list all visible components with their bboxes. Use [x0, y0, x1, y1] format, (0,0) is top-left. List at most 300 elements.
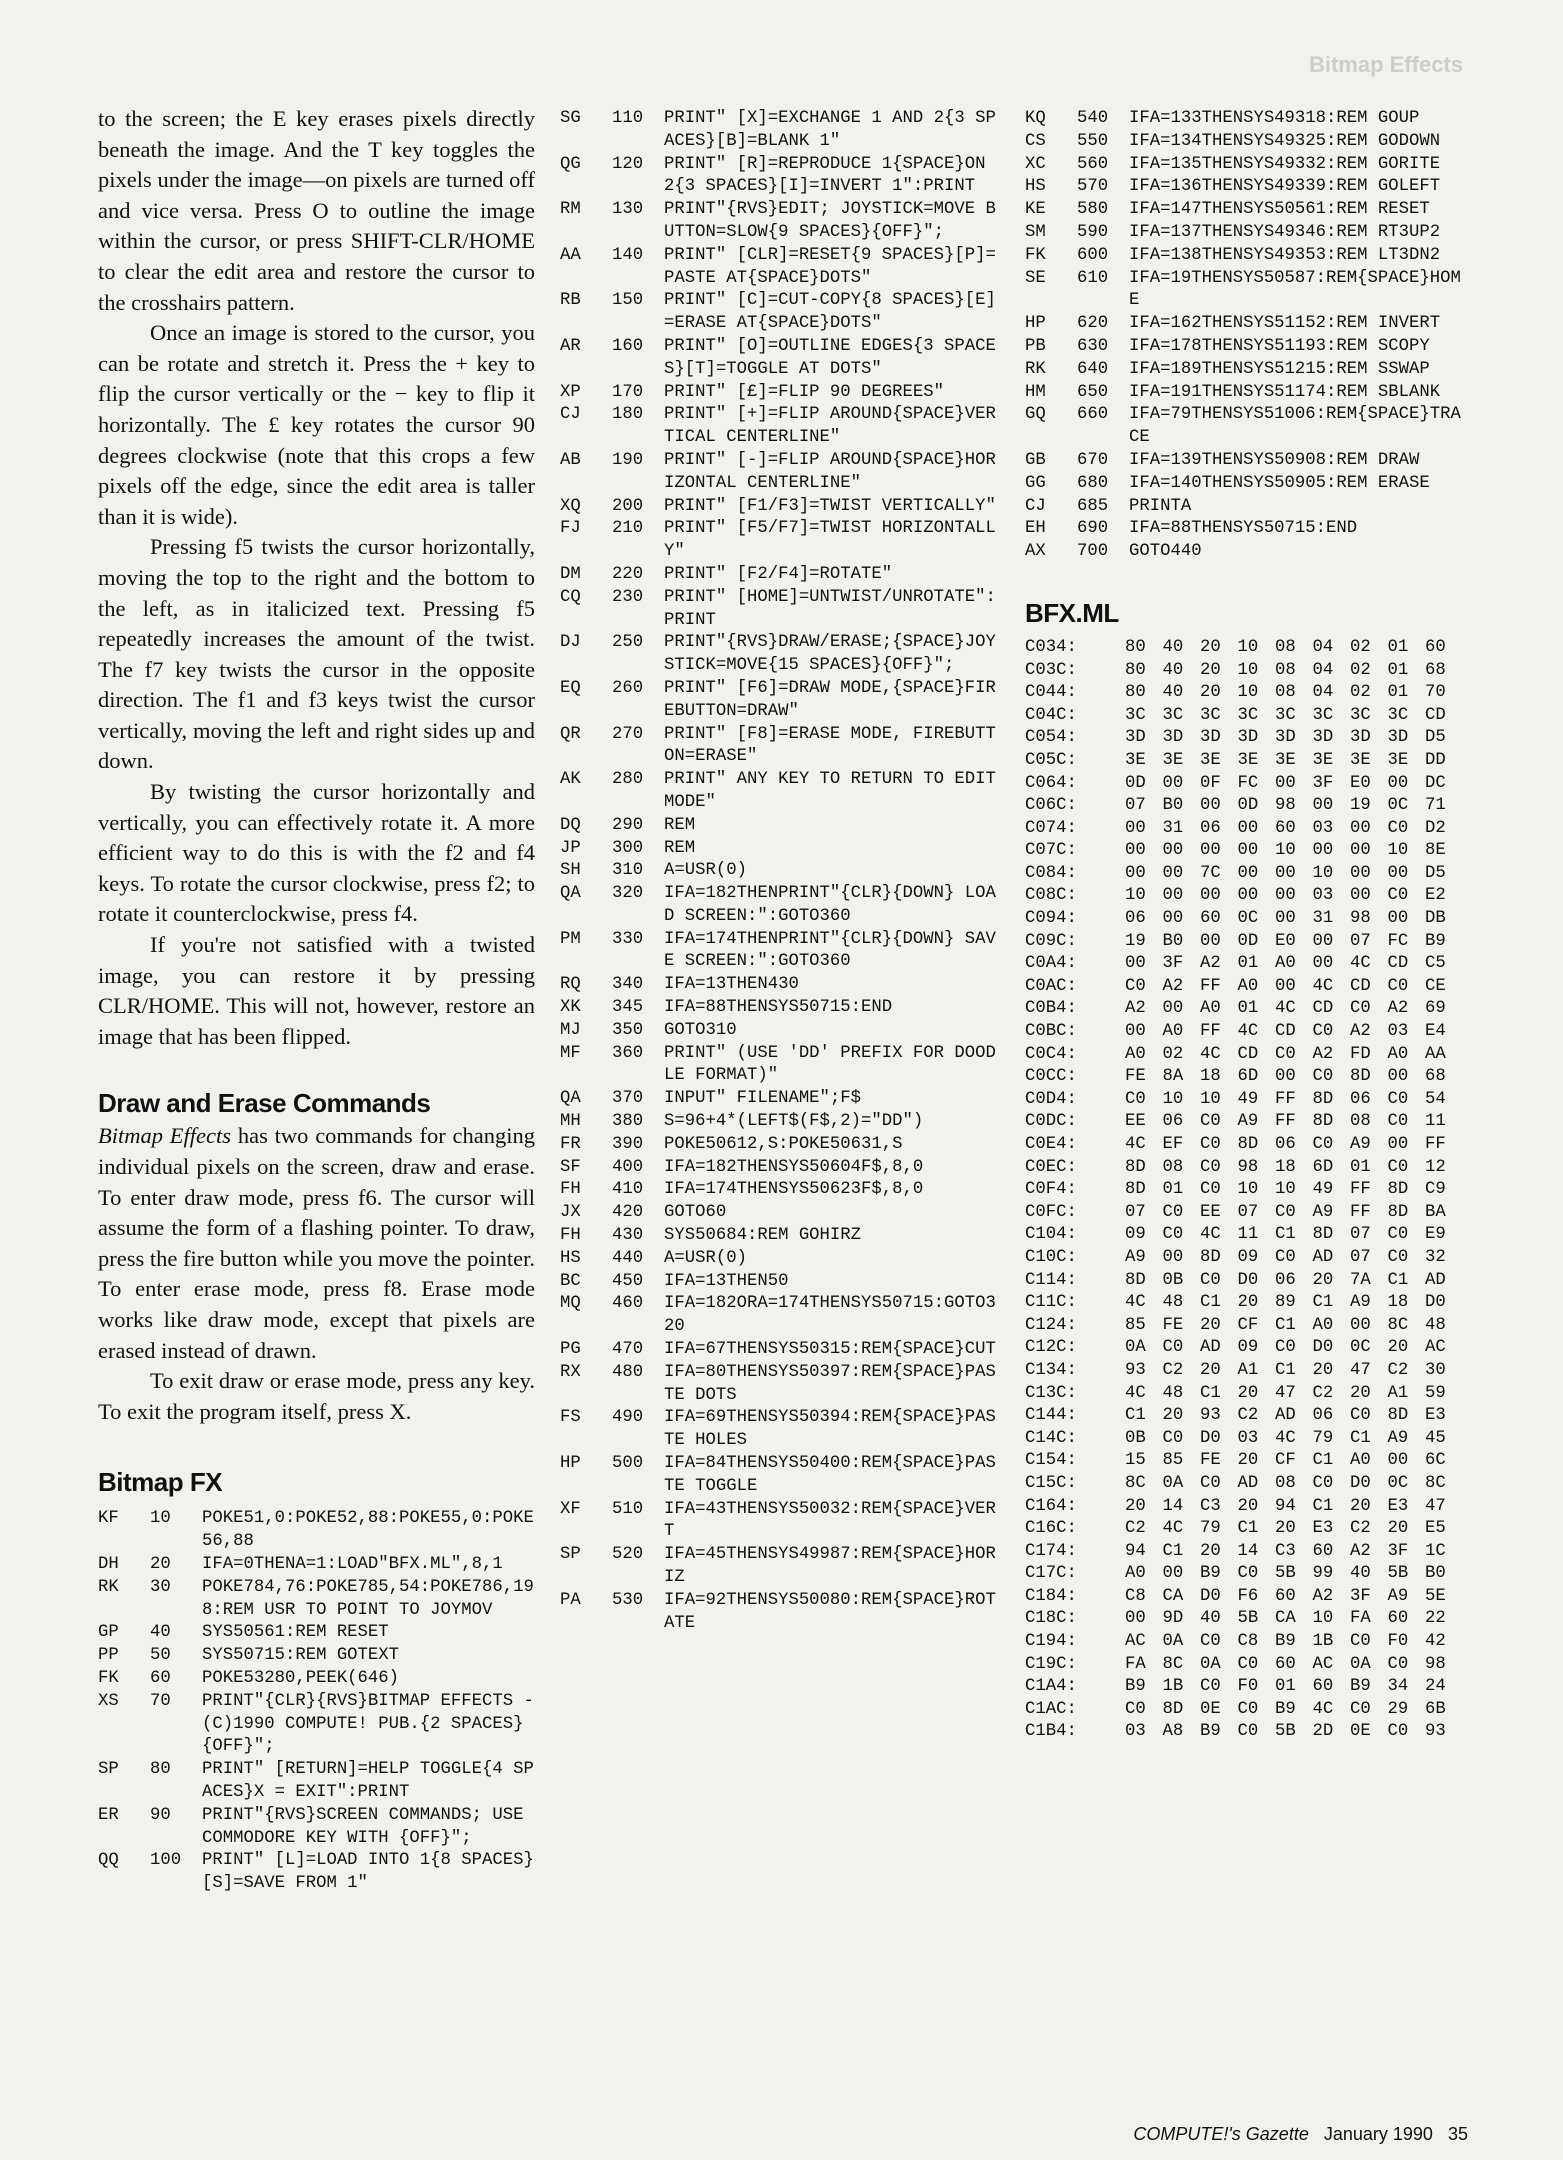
hex-byte: 00	[1125, 863, 1146, 883]
line-number: 60	[150, 1668, 171, 1688]
hex-byte: A2	[1387, 999, 1409, 1019]
listing-line	[560, 336, 1000, 382]
hex-byte: 8D	[1125, 1157, 1146, 1177]
hex-byte: 02	[1162, 1044, 1184, 1064]
code: PRINT" [C]=CUT-COPY{8 SPACES}[E]=ERASE AT{SPACE}DOTS"	[664, 291, 996, 334]
hex-byte: 07	[1350, 1247, 1371, 1267]
line-number: 90	[150, 1805, 171, 1825]
hex-byte: A9	[1125, 1247, 1146, 1267]
hex-byte: C1	[1387, 1270, 1409, 1290]
hex-byte: 20	[1200, 660, 1221, 680]
line-number: 270	[612, 724, 644, 744]
listing-line	[1025, 496, 1465, 519]
line-number: 580	[1077, 200, 1109, 220]
hex-byte: CF	[1275, 1451, 1296, 1471]
hex-checksum: CD	[1425, 705, 1446, 725]
checksum: JP	[560, 838, 581, 858]
checksum: AK	[560, 770, 581, 790]
hex-byte: 4C	[1275, 999, 1296, 1019]
hex-byte: 3C	[1312, 705, 1334, 725]
hex-checksum: 6C	[1425, 1451, 1446, 1471]
hex-byte: 3C	[1125, 705, 1146, 725]
hex-byte: 0A	[1162, 1632, 1184, 1652]
line-number: 310	[612, 861, 644, 881]
hex-row	[1025, 1315, 1465, 1338]
hex-checksum: D5	[1425, 728, 1446, 748]
hex-byte: C1	[1312, 1293, 1334, 1313]
hex-byte: 00	[1387, 1067, 1409, 1087]
hex-checksum: E3	[1425, 1406, 1446, 1426]
hex-byte: C0	[1312, 1473, 1334, 1493]
code: A=USR(0)	[664, 861, 747, 881]
hex-byte: 00	[1200, 796, 1221, 816]
hex-byte: 1B	[1312, 1632, 1334, 1652]
hex-byte: 8D	[1312, 1089, 1334, 1109]
listing-line	[560, 518, 1000, 564]
hex-byte: 00	[1275, 909, 1296, 929]
code: S=96+4*(LEFT$(F$,2)="DD")	[664, 1112, 924, 1132]
hex-checksum: 8E	[1425, 841, 1446, 861]
hex-checksum: 54	[1425, 1089, 1446, 1109]
line-number: 140	[612, 245, 644, 265]
hex-byte: AD	[1275, 1406, 1296, 1426]
hex-byte: 00	[1200, 841, 1221, 861]
line-number: 340	[612, 975, 644, 995]
hex-byte: C1	[1125, 1406, 1146, 1426]
hex-byte: 04	[1312, 637, 1334, 657]
checksum: MQ	[560, 1294, 581, 1314]
hex-byte: 20	[1200, 683, 1221, 703]
hex-address: C0BC:	[1025, 1022, 1077, 1042]
checksum: AR	[560, 336, 581, 356]
code: PRINT" (USE 'DD' PREFIX FOR DOODLE FORMAT)"	[664, 1043, 996, 1086]
hex-byte: 99	[1312, 1564, 1334, 1584]
listing-line	[1025, 359, 1465, 382]
listing-line	[98, 1805, 535, 1851]
hex-row	[1025, 1518, 1465, 1541]
line-number: 290	[612, 815, 644, 835]
line-number: 610	[1077, 268, 1109, 288]
hex-address: C0A4:	[1025, 954, 1077, 974]
hex-checksum: 59	[1425, 1383, 1446, 1403]
hex-byte: 00	[1312, 796, 1334, 816]
hex-byte: C0	[1312, 1067, 1334, 1087]
hex-byte: FF	[1350, 1180, 1371, 1200]
program-listing	[560, 108, 1007, 1635]
checksum: SP	[98, 1760, 119, 1780]
hex-byte: 98	[1275, 796, 1296, 816]
hex-row	[1025, 1224, 1465, 1247]
listing-line	[1025, 473, 1465, 496]
hex-byte: 94	[1125, 1541, 1146, 1561]
line-number: 110	[612, 109, 644, 128]
hex-byte: 3E	[1350, 750, 1371, 770]
hex-byte: 0D	[1237, 796, 1259, 816]
hex-byte: 08	[1275, 637, 1296, 657]
code: IFA=43THENSYS50032:REM{SPACE}VERT	[664, 1499, 996, 1542]
hex-row	[1025, 818, 1465, 841]
checksum: XF	[560, 1499, 581, 1519]
hex-byte: A0	[1350, 1451, 1371, 1471]
hex-byte: 00	[1387, 773, 1409, 793]
hex-byte: C0	[1350, 1406, 1371, 1426]
listing-line	[1025, 518, 1465, 541]
listing-line	[560, 769, 1007, 815]
hex-byte: A9	[1350, 1293, 1371, 1313]
hex-address: C104:	[1025, 1225, 1077, 1245]
hex-checksum: DD	[1425, 750, 1446, 770]
line-number: 100	[150, 1851, 182, 1871]
hex-row	[1025, 1721, 1465, 1744]
hex-checksum: 5E	[1425, 1586, 1446, 1606]
hex-row	[1025, 727, 1465, 750]
listing-line	[560, 815, 1000, 838]
listing-line	[560, 1499, 1000, 1545]
hex-byte: 40	[1350, 1564, 1371, 1584]
listing-line	[560, 1453, 1000, 1499]
hex-byte: A2	[1162, 976, 1184, 996]
hex-row	[1025, 637, 1465, 660]
hex-byte: C0	[1200, 1473, 1221, 1493]
checksum: DQ	[560, 815, 581, 835]
hex-row	[1025, 885, 1465, 908]
line-number: 620	[1077, 314, 1109, 334]
listing-line	[98, 1759, 535, 1805]
hex-byte: 06	[1200, 818, 1221, 838]
hex-byte: 60	[1200, 909, 1221, 929]
hex-byte: C0	[1237, 1699, 1259, 1719]
checksum: DJ	[560, 633, 581, 653]
hex-byte: 48	[1162, 1293, 1184, 1313]
line-number: 300	[612, 838, 644, 858]
code: IFA=191THENSYS51174:REM SBLANK	[1129, 382, 1441, 402]
listing-line	[560, 1225, 1000, 1248]
listing-line	[560, 724, 1000, 770]
code: IFA=133THENSYS49318:REM GOUP	[1129, 109, 1420, 128]
hex-checksum: 48	[1425, 1315, 1446, 1335]
checksum: AB	[560, 450, 581, 470]
publication-name: COMPUTE!'s Gazette	[1133, 2124, 1309, 2144]
hex-byte: 08	[1275, 1473, 1296, 1493]
hex-byte: 15	[1125, 1451, 1146, 1471]
line-number: 250	[612, 633, 644, 653]
checksum: QR	[560, 724, 581, 744]
listing-line	[560, 1293, 1000, 1339]
hex-byte: 3D	[1387, 728, 1409, 748]
hex-byte: 93	[1125, 1360, 1146, 1380]
hex-byte: FF	[1275, 1089, 1296, 1109]
hex-byte: 00	[1275, 886, 1296, 906]
page-number: 35	[1447, 2124, 1468, 2144]
listing-line	[1025, 336, 1465, 359]
hex-byte: CD	[1237, 1044, 1259, 1064]
line-number: 590	[1077, 222, 1109, 242]
hex-byte: 19	[1350, 796, 1371, 816]
listing-line	[560, 1248, 1000, 1271]
listing-line	[560, 1043, 1000, 1089]
hex-byte: 8D	[1387, 1202, 1409, 1222]
column-middle	[560, 108, 1007, 1635]
line-number: 660	[1077, 405, 1109, 425]
hex-byte: A2	[1312, 1044, 1334, 1064]
checksum: DM	[560, 564, 581, 584]
hex-address: C144:	[1025, 1406, 1077, 1426]
hex-byte: FF	[1200, 976, 1221, 996]
listing-line	[98, 1554, 535, 1577]
hex-checksum: 70	[1425, 683, 1446, 703]
hex-checksum: CE	[1425, 976, 1446, 996]
hex-row	[1025, 1676, 1465, 1699]
hex-address: C0FC:	[1025, 1202, 1077, 1222]
italic-title: Bitmap Effects	[98, 1123, 232, 1149]
code: SYS50684:REM GOHIRZ	[664, 1226, 862, 1246]
hex-row	[1025, 1450, 1465, 1473]
hex-byte: 00	[1275, 773, 1296, 793]
hex-address: C084:	[1025, 863, 1077, 883]
hex-byte: 7C	[1200, 863, 1221, 883]
hex-byte: C0	[1237, 1654, 1259, 1674]
line-number: 160	[612, 336, 644, 356]
hex-checksum: 6B	[1425, 1699, 1446, 1719]
hex-byte: C0	[1275, 1247, 1296, 1267]
hex-byte: C0	[1162, 1225, 1184, 1245]
hex-byte: 8C	[1387, 1315, 1409, 1335]
hex-byte: 79	[1312, 1428, 1334, 1448]
hex-byte: CD	[1387, 954, 1409, 974]
hex-byte: 00	[1200, 886, 1221, 906]
hex-byte: 0D	[1237, 931, 1259, 951]
listing-line	[1025, 268, 1465, 314]
hex-checksum: E5	[1425, 1519, 1446, 1539]
hex-byte: 80	[1125, 637, 1146, 657]
hex-byte: C2	[1162, 1360, 1184, 1380]
hex-byte: CF	[1237, 1315, 1259, 1335]
hex-byte: 0A	[1162, 1473, 1184, 1493]
column-left	[98, 104, 545, 1896]
hex-row	[1025, 1157, 1465, 1180]
hex-checksum: BA	[1425, 1202, 1446, 1222]
hex-byte: 20	[1387, 1338, 1409, 1358]
hex-row	[1025, 1111, 1465, 1134]
code: PRINT" [F6]=DRAW MODE,{SPACE}FIREBUTTON=DRAW"	[664, 678, 996, 721]
hex-byte: 00	[1237, 863, 1259, 883]
hex-byte: 29	[1387, 1699, 1409, 1719]
hex-byte: 3E	[1200, 750, 1221, 770]
hex-byte: 8D	[1125, 1270, 1146, 1290]
hex-row	[1025, 660, 1465, 683]
hex-byte: 3C	[1275, 705, 1296, 725]
hex-byte: 3C	[1350, 705, 1371, 725]
hex-byte: A2	[1350, 1541, 1371, 1561]
hex-row	[1025, 1473, 1465, 1496]
hex-byte: 20	[1312, 1270, 1334, 1290]
hex-row	[1025, 1202, 1465, 1225]
hex-byte: 40	[1162, 637, 1184, 657]
hex-byte: C0	[1312, 1022, 1334, 1042]
hex-row	[1025, 1337, 1465, 1360]
hex-byte: 00	[1312, 931, 1334, 951]
hex-byte: D0	[1312, 1338, 1334, 1358]
hex-address: C06C:	[1025, 796, 1077, 816]
hex-byte: FA	[1125, 1654, 1146, 1674]
hex-checksum: E9	[1425, 1225, 1446, 1245]
hex-checksum: AC	[1425, 1338, 1446, 1358]
hex-byte: 00	[1237, 886, 1259, 906]
hex-row	[1025, 705, 1465, 728]
hex-byte: A8	[1162, 1722, 1184, 1742]
hex-byte: 00	[1162, 863, 1184, 883]
code: IFA=136THENSYS49339:REM GOLEFT	[1129, 177, 1441, 197]
hex-address: C14C:	[1025, 1428, 1077, 1448]
hex-row	[1025, 1541, 1465, 1564]
hex-byte: 85	[1162, 1451, 1184, 1471]
hex-row	[1025, 1270, 1465, 1293]
hex-byte: C0	[1125, 1699, 1146, 1719]
hex-byte: 00	[1387, 1135, 1409, 1154]
hex-byte: A0	[1237, 976, 1259, 996]
line-number: 380	[612, 1112, 644, 1132]
hex-byte: C0	[1387, 1112, 1409, 1132]
hex-address: C1B4:	[1025, 1722, 1077, 1742]
checksum: SM	[1025, 222, 1046, 242]
hex-row	[1025, 1134, 1465, 1157]
code: IFA=88THENSYS50715:END	[664, 998, 893, 1018]
hex-byte: 03	[1237, 1428, 1259, 1448]
line-number: 170	[612, 382, 644, 402]
hex-byte: 10	[1312, 863, 1334, 883]
checksum: SG	[560, 109, 581, 128]
hex-byte: C2	[1125, 1519, 1146, 1539]
code: INPUT" FILENAME";F$	[664, 1089, 862, 1109]
hex-byte: 20	[1350, 1383, 1371, 1403]
hex-address: C194:	[1025, 1632, 1077, 1652]
hex-checksum: C5	[1425, 954, 1446, 974]
listing-line	[1025, 541, 1465, 564]
checksum: DH	[98, 1554, 119, 1574]
line-number: 440	[612, 1248, 644, 1268]
hex-byte: 10	[1125, 886, 1146, 906]
hex-address: C0F4:	[1025, 1180, 1077, 1200]
hex-byte: 08	[1162, 1157, 1184, 1177]
hex-byte: 60	[1275, 1654, 1296, 1674]
hex-byte: C0	[1387, 818, 1409, 838]
hex-byte: C0	[1387, 976, 1409, 996]
hex-byte: C0	[1387, 1247, 1409, 1267]
hex-byte: C0	[1275, 1338, 1296, 1358]
hex-byte: C1	[1275, 1360, 1296, 1380]
hex-byte: 00	[1125, 1609, 1146, 1629]
code: IFA=0THENA=1:LOAD"BFX.ML",8,1	[202, 1554, 503, 1574]
listing-line	[1025, 245, 1465, 268]
hex-row	[1025, 773, 1465, 796]
hex-byte: F0	[1237, 1677, 1259, 1697]
checksum: JX	[560, 1203, 581, 1223]
hex-row	[1025, 1405, 1465, 1428]
listing-line	[560, 678, 1000, 724]
running-head: Bitmap Effects	[1308, 52, 1463, 77]
hex-checksum: 45	[1425, 1428, 1446, 1448]
hex-checksum: 68	[1425, 1067, 1446, 1087]
code: PRINT" [£]=FLIP 90 DEGREES"	[664, 382, 945, 402]
listing-line	[1025, 199, 1465, 222]
hex-byte: 94	[1275, 1496, 1296, 1516]
hex-byte: 80	[1125, 683, 1146, 703]
checksum: RM	[560, 200, 581, 220]
code: IFA=135THENSYS49332:REM GORITE	[1129, 154, 1441, 174]
code: IFA=137THENSYS49346:REM RT3UP2	[1129, 222, 1441, 242]
hex-byte: 20	[1275, 1519, 1296, 1539]
hex-byte: 00	[1162, 1564, 1184, 1584]
hex-byte: 10	[1200, 1089, 1221, 1109]
listing-line	[560, 382, 1000, 405]
hex-byte: 8D	[1312, 1225, 1334, 1245]
hex-address: C074:	[1025, 818, 1077, 838]
hex-byte: 3E	[1237, 750, 1259, 770]
hex-byte: 3E	[1125, 750, 1146, 770]
code: PRINT" [R]=REPRODUCE 1{SPACE}ON 2{3 SPACES}[I]=INVERT 1":PRINT	[664, 154, 996, 197]
hex-row	[1025, 908, 1465, 931]
line-number: 190	[612, 450, 644, 470]
line-number: 510	[612, 1499, 644, 1519]
code: PRINT"{RVS}SCREEN COMMANDS; USE COMMODORE KEY WITH {OFF}";	[202, 1805, 534, 1848]
code: PRINT" [O]=OUTLINE EDGES{3 SPACES}[T]=TOGGLE AT DOTS"	[664, 336, 996, 379]
hex-byte: 5B	[1275, 1722, 1296, 1742]
hex-byte: C0	[1200, 1157, 1221, 1177]
hex-byte: C0	[1275, 1044, 1296, 1064]
hex-byte: C1	[1237, 1519, 1259, 1539]
hex-byte: CD	[1312, 999, 1334, 1019]
code: SYS50561:REM RESET	[202, 1623, 389, 1643]
hex-byte: C0	[1125, 1089, 1146, 1109]
listing-line	[560, 1544, 1000, 1590]
line-number: 20	[150, 1554, 171, 1574]
hex-byte: C2	[1237, 1406, 1259, 1426]
hex-row	[1025, 863, 1465, 886]
hex-byte: B9	[1200, 1564, 1221, 1584]
listing-line	[98, 1622, 535, 1645]
line-number: 670	[1077, 450, 1109, 470]
hex-byte: B9	[1350, 1677, 1371, 1697]
hex-byte: B0	[1162, 796, 1184, 816]
hex-address: C0D4:	[1025, 1089, 1077, 1109]
hex-address: C09C:	[1025, 931, 1077, 951]
hex-byte: 00	[1312, 841, 1334, 861]
line-number: 50	[150, 1646, 171, 1666]
hex-byte: 3F	[1350, 1586, 1371, 1606]
hex-byte: 8D	[1387, 1180, 1409, 1200]
hex-byte: 07	[1237, 1202, 1259, 1222]
hex-checksum: E4	[1425, 1022, 1446, 1042]
checksum: EQ	[560, 678, 581, 698]
hex-byte: 31	[1162, 818, 1184, 838]
hex-byte: 18	[1275, 1157, 1296, 1177]
hex-byte: 00	[1162, 886, 1184, 906]
code: PRINTA	[1129, 496, 1192, 516]
hex-row	[1025, 1383, 1465, 1406]
checksum: SF	[560, 1157, 581, 1177]
hex-byte: C0	[1200, 1270, 1221, 1290]
hex-checksum: FF	[1425, 1135, 1446, 1154]
checksum: XK	[560, 998, 581, 1018]
hex-byte: 00	[1125, 1022, 1146, 1042]
code: IFA=79THENSYS51006:REM{SPACE}TRACE	[1129, 405, 1461, 448]
line-number: 70	[150, 1691, 171, 1711]
hex-byte: 00	[1162, 909, 1184, 929]
listing-line	[1025, 154, 1465, 177]
hex-byte: A9	[1237, 1112, 1259, 1132]
hex-byte: 03	[1312, 818, 1334, 838]
hex-byte: 60	[1275, 818, 1296, 838]
